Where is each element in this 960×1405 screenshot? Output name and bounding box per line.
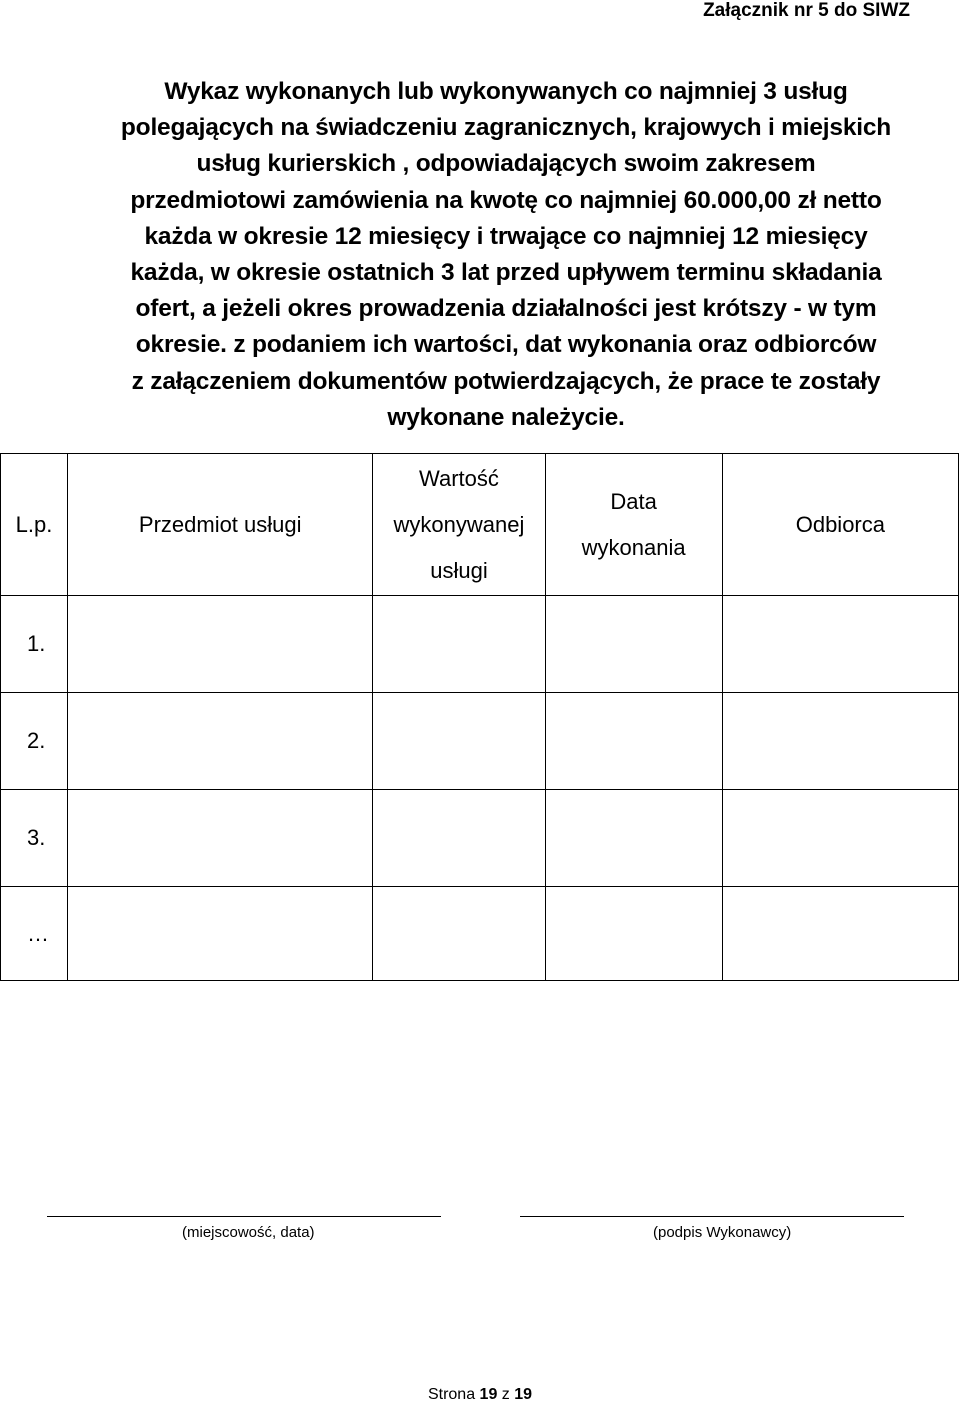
empty-cell — [545, 596, 722, 693]
empty-cell — [373, 887, 545, 981]
title-line: wykonane należycie. — [387, 403, 625, 431]
page-separator: z — [497, 1386, 515, 1403]
header-recipient: Odbiorca — [722, 454, 958, 596]
title-line: każda, w okresie ostatnich 3 lat przed upływem terminu składania — [130, 259, 882, 287]
page-prefix: Strona — [427, 1386, 480, 1403]
title-line: przedmiotowi zamówienia na kwotę co najmniej 60.000,00 zł netto — [130, 186, 882, 214]
table-row — [1, 790, 959, 887]
empty-cell — [545, 693, 722, 790]
empty-cell — [722, 887, 958, 981]
attachment-label: Załącznik nr 5 do SIWZ — [703, 0, 910, 21]
place-date-label: (miejscowość, data) — [182, 1224, 315, 1241]
place-date-signature-line — [47, 1216, 441, 1217]
services-table — [0, 453, 959, 981]
row-number: … — [1, 887, 68, 981]
header-value-line: wykonywanej — [393, 511, 525, 537]
table-header-row — [1, 454, 959, 596]
header-value-line: Wartość — [419, 465, 499, 491]
title-line: polegających na świadczeniu zagranicznych, krajowych i miejskich — [120, 114, 892, 142]
table-row — [1, 887, 959, 981]
title-line: okresie. z podaniem ich wartości, dat wykonania oraz odbiorców — [135, 331, 877, 359]
current-page: 19 — [479, 1386, 498, 1403]
empty-cell — [722, 790, 958, 887]
header-date — [545, 454, 722, 596]
page-number — [0, 1386, 960, 1404]
header-lp: L.p. — [1, 454, 68, 596]
contractor-signature-line — [520, 1216, 904, 1217]
empty-cell — [68, 790, 373, 887]
empty-cell — [373, 596, 545, 693]
title-line: usług kurierskich , odpowiadających swoim zakresem — [196, 150, 816, 178]
empty-cell — [722, 596, 958, 693]
empty-cell — [68, 693, 373, 790]
header-value-line: usługi — [430, 557, 488, 583]
total-pages: 19 — [514, 1386, 533, 1403]
header-subject: Przedmiot usługi — [68, 454, 373, 596]
document-title — [108, 74, 904, 436]
empty-cell — [68, 887, 373, 981]
empty-cell — [545, 790, 722, 887]
table-row — [1, 596, 959, 693]
row-number: 1. — [1, 596, 68, 693]
empty-cell — [68, 596, 373, 693]
empty-cell — [373, 693, 545, 790]
empty-cell — [722, 693, 958, 790]
row-number: 2. — [1, 693, 68, 790]
empty-cell — [545, 887, 722, 981]
header-date-line: wykonania — [581, 534, 686, 560]
contractor-signature-label: (podpis Wykonawcy) — [653, 1224, 792, 1241]
title-line: każda w okresie 12 miesięcy i trwające co najmniej 12 miesięcy — [144, 222, 868, 250]
title-line: Wykaz wykonanych lub wykonywanych co najmniej 3 usług — [164, 78, 848, 105]
header-value — [373, 454, 545, 596]
row-number: 3. — [1, 790, 68, 887]
title-line: ofert, a jeżeli okres prowadzenia działalności jest krótszy - w tym — [135, 295, 877, 323]
table-row — [1, 693, 959, 790]
empty-cell — [373, 790, 545, 887]
title-line: z załączeniem dokumentów potwierdzających, że prace te zostały — [131, 367, 881, 395]
header-date-line: Data — [610, 488, 657, 514]
